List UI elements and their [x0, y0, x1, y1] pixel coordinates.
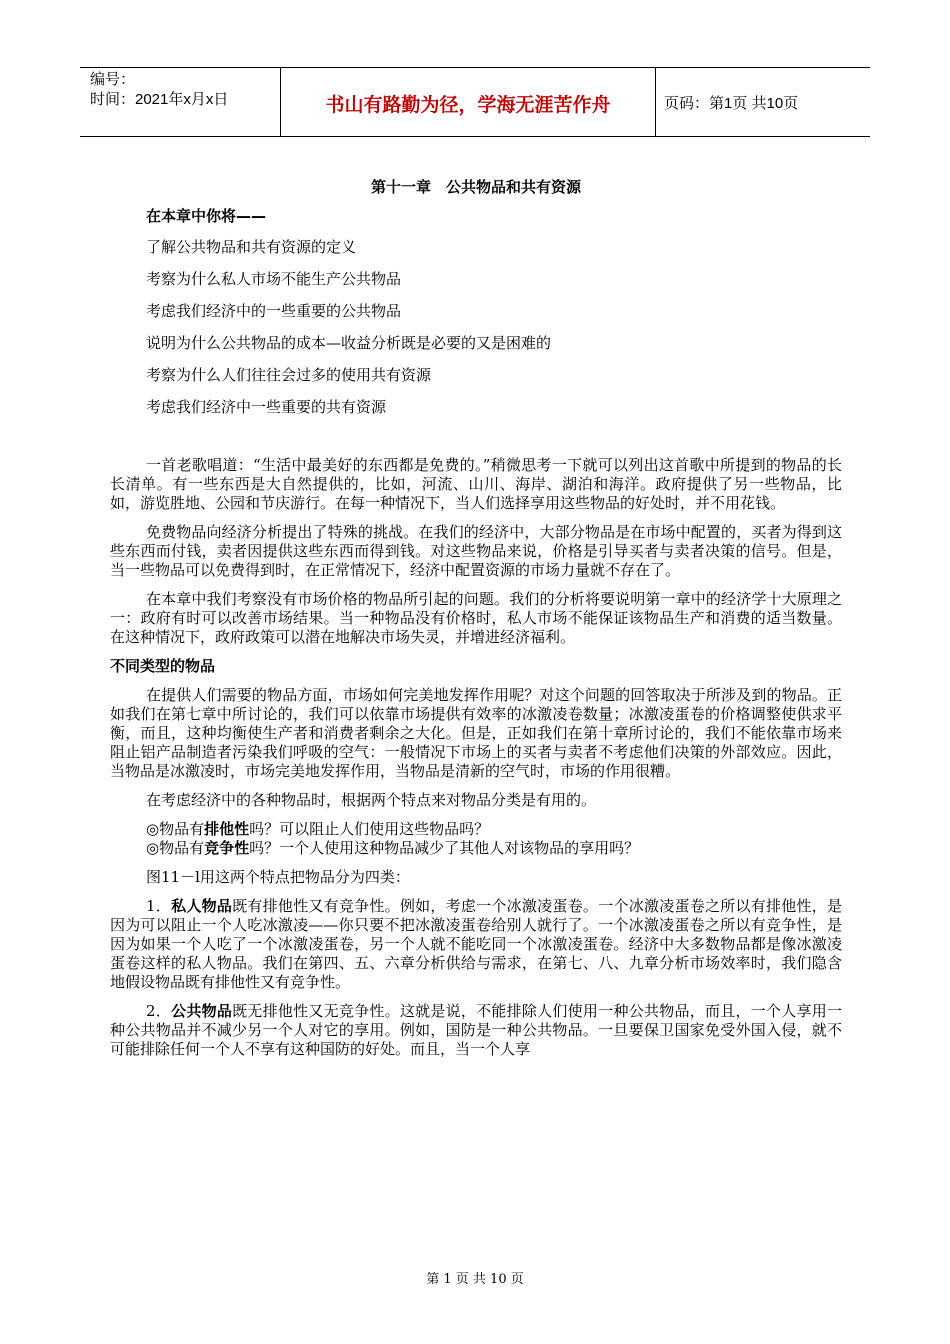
- header-divider: [655, 68, 656, 136]
- question-item: [110, 820, 842, 839]
- header-divider: [280, 68, 281, 136]
- header-left-cell: [90, 70, 228, 110]
- numbered-item: [110, 897, 842, 992]
- question-item: [110, 839, 842, 858]
- question-text: 吗？可以阻止人们使用这些物品吗？: [249, 820, 490, 838]
- header-page-info: 页码：第1页 共10页: [664, 95, 799, 112]
- objective-item: 考察为什么人们往往会过多的使用共有资源: [146, 366, 432, 384]
- time-label: 时间：2021年x月x日: [90, 91, 229, 108]
- body-paragraph: 免费物品向经济分析提出了特殊的挑战。在我们的经济中，大部分物品是在市场中配置的，买者为得到这些东西而付钱，卖者因提供这些东西而得到钱。对这些物品来说，价格是引导买者与卖者决策的信号。但是，当一些物品可以免费得到时，在正常情况下，经济中配置资源的市场力量就不存在了。: [110, 523, 842, 579]
- question-text: 吗？一个人使用这种物品减少了其他人对该物品的享用吗？: [249, 839, 640, 857]
- item-text: 既有排他性又有竞争性。例如，考虑一个冰激凌蛋卷。一个冰激凌蛋卷之所以有排他性，是因为可以阻止一个人吃冰激凌——你只要不把冰激凌蛋卷给别人就行了。一个冰激凌蛋卷之所以有竞争性，是因为如果一个人吃了一个冰激凌蛋卷，另一个人就不能吃同一个冰激凌蛋卷。经济中大多数物品都是像冰激凌蛋卷这样的私人物品。我们在第四、五、六章分析供给与需求，在第七、八、九章分析市场效率时，我们隐含地假设物品既有排他性又有竞争性。: [110, 897, 842, 991]
- objective-item: 说明为什么公共物品的成本—收益分析既是必要的又是困难的: [146, 334, 552, 352]
- body-paragraph: 在本章中我们考察没有市场价格的物品所引起的问题。我们的分析将要说明第一章中的经济学十大原理之一：政府有时可以改善市场结果。当一种物品没有价格时，私人市场不能保证该物品生产和消费的适当数量。在这种情况下，政府政策可以潜在地解决市场失灵，并增进经济福利。: [110, 590, 842, 646]
- item-number: 2．: [146, 1002, 172, 1020]
- page-footer: 第 1 页 共 10 页: [426, 1272, 524, 1287]
- section-heading: 不同类型的物品: [110, 657, 216, 675]
- question-prefix: ◎物品有: [146, 820, 205, 838]
- item-text: 既无排他性又无竞争性。这就是说，不能排除人们使用一种公共物品，而且，一个人享用一种公共物品并不减少另一个人对它的享用。例如，国防是一种公共物品。一旦要保卫国家免受外国入侵，就不可能排除任何一个人不享有这种国防的好处。而且，当一个人享: [110, 1002, 842, 1058]
- intro-heading: 在本章中你将——: [146, 207, 267, 225]
- body-paragraph: 一首老歌唱道：“生活中最美好的东西都是免费的。”稍微思考一下就可以列出这首歌中所提到的物品的长长清单。有一些东西是大自然提供的，比如，河流、山川、海岸、湖泊和海洋。政府提供了另一些物品，比如，游览胜地、公园和节庆游行。在每一种情况下，当人们选择享用这些物品的好处时，并不用花钱。: [110, 456, 842, 512]
- header-table: [80, 67, 870, 137]
- question-prefix: ◎物品有: [146, 839, 205, 857]
- objective-item: 考虑我们经济中的一些重要的公共物品: [146, 302, 402, 320]
- term-rival: 竞争性: [204, 839, 250, 857]
- header-motto: 书山有路勤为径，学海无涯苦作舟: [325, 94, 611, 116]
- body-paragraph: 在考虑经济中的各种物品时，根据两个特点来对物品分类是有用的。: [146, 791, 597, 809]
- code-label: 编号：: [90, 71, 136, 88]
- body-paragraph: 在提供人们需要的物品方面，市场如何完美地发挥作用呢？对这个问题的回答取决于所涉及到的物品。正如我们在第七章中所讨论的，我们可以依靠市场提供有效率的冰激凌卷数量；冰激凌蛋卷的价格调整使供求平衡，而且，这种均衡使生产者和消费者剩余之大化。但是，正如我们在第十章所讨论的，我们不能依靠市场来阻止铝产品制造者污染我们呼吸的空气：一般情况下市场上的买者与卖者不考虑他们决策的外部效应。因此，当物品是冰激凌时，市场完美地发挥作用，当物品是清新的空气时，市场的作用很糟。: [110, 686, 842, 780]
- objective-item: 考虑我们经济中一些重要的共有资源: [146, 398, 387, 416]
- item-number: 1．: [146, 897, 172, 915]
- objective-item: 了解公共物品和共有资源的定义: [146, 238, 357, 256]
- objective-item: 考察为什么私人市场不能生产公共物品: [146, 270, 402, 288]
- term-excludable: 排他性: [204, 820, 250, 838]
- chapter-title: 第十一章 公共物品和共有资源: [370, 178, 581, 196]
- document-body: [110, 170, 842, 1069]
- figure-reference: 图11－l用这两个特点把物品分为四类：: [146, 868, 410, 886]
- numbered-item: [110, 1002, 842, 1059]
- term-public-goods: 公共物品: [171, 1002, 233, 1020]
- term-private-goods: 私人物品: [171, 897, 233, 915]
